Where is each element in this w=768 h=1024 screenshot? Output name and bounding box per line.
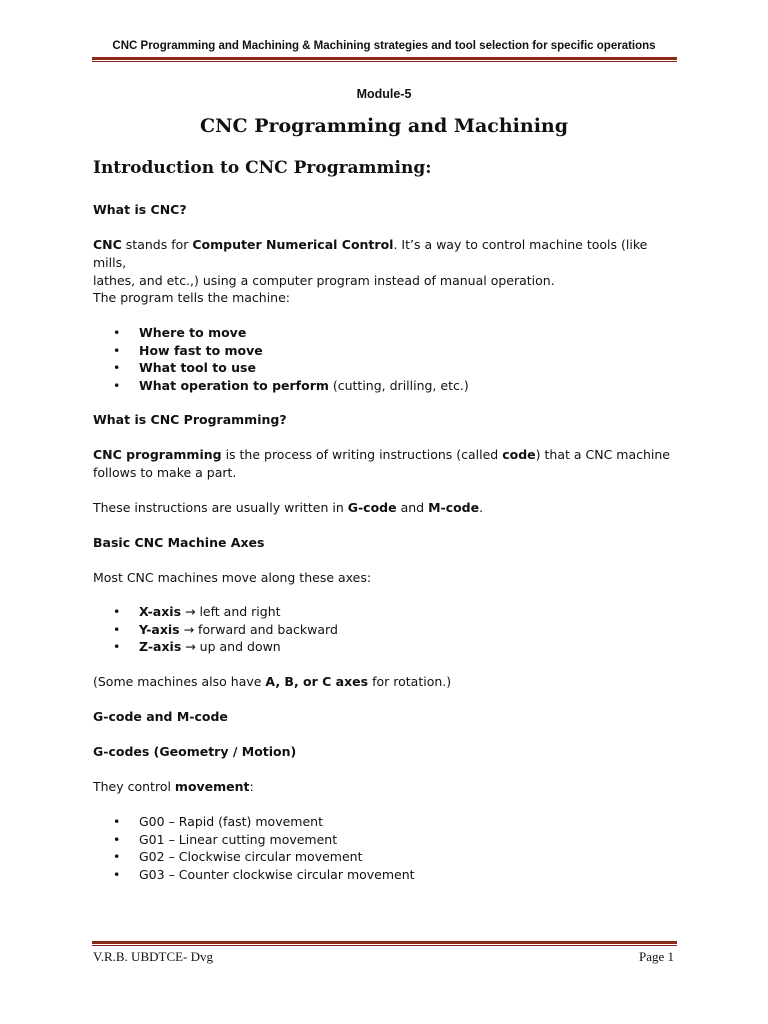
page-title: CNC Programming and Machining [199,115,569,137]
program-tells-paragraph: The program tells the machine: [93,290,290,305]
list-item [93,603,338,621]
bullet-icon: • [113,604,121,619]
page-number: Page 1 [638,949,674,964]
instructions-paragraph [93,499,683,517]
bullet-icon: • [113,360,121,376]
term-g-code: G-code [347,500,397,515]
bullet-text: (cutting, drilling, etc.) [328,377,469,393]
term-code: code [502,447,536,462]
list-item [93,813,415,831]
list-item [93,848,415,866]
bullet-text: → left and right [181,604,281,619]
list-item [93,324,469,342]
term-abc-axes: A, B, or C axes [265,674,369,689]
list-item [93,377,469,395]
bullet-icon: • [113,377,121,393]
bullet-text: → forward and backward [179,621,338,637]
axes-bullet-list [93,603,338,656]
list-item [93,866,415,884]
footer-institution: V.R.B. UBDTCE- Dvg [93,949,214,964]
running-header: CNC Programming and Machining & Machining strategies and tool selection for specific operations [112,40,656,52]
cnc-programming-paragraph [93,446,683,482]
bullet-icon: • [113,866,121,882]
bullet-text: G01 – Linear cutting movement [139,831,338,847]
bullet-bold: What tool to use [139,360,256,376]
bullet-text: → up and down [181,639,281,655]
term-movement: movement [174,779,250,794]
bullet-icon: • [113,831,121,847]
gm-code-heading: G-code and M-code [93,709,228,724]
axes-intro: Most CNC machines move along these axes: [93,570,372,585]
text-run: follows to make a part. [93,465,237,480]
text-run: These instructions are usually written in [93,500,348,515]
bullet-bold: How fast to move [139,342,263,358]
bullet-bold: What operation to perform [139,377,329,393]
text-run: (Some machines also have [93,674,266,689]
list-item [93,342,469,360]
g-codes-subheading: G-codes (Geometry / Motion) [93,744,297,759]
term-computer-numerical-control: Computer Numerical Control [192,237,394,252]
list-item [93,638,338,656]
list-item [93,831,415,849]
what-is-cnc-paragraph [93,236,683,290]
term-cnc-programming: CNC programming [93,447,222,462]
bullet-bold: X-axis [139,604,182,619]
bullet-bold: Z-axis [139,639,182,655]
bullet-icon: • [113,849,121,865]
axes-note [93,673,683,691]
term-cnc: CNC [93,237,122,252]
bullet-icon: • [113,621,121,637]
text-run: They control [93,779,175,794]
text-run: : [249,779,254,794]
bullet-bold: Y-axis [139,621,180,637]
axes-heading: Basic CNC Machine Axes [93,535,265,550]
bullet-icon: • [113,342,121,358]
g-codes-bullet-list [93,813,415,883]
g-codes-intro [93,778,683,796]
text-run: for rotation.) [368,674,452,689]
bullet-bold: Where to move [139,325,247,340]
text-run: . It’s a way to control machine tools (like mills, [93,237,648,270]
text-run: stands for [121,237,193,252]
bullet-text: G00 – Rapid (fast) movement [139,814,323,829]
section-title: Introduction to CNC Programming: [93,158,432,178]
term-m-code: M-code [428,500,480,515]
text-run: is the process of writing instructions (called [221,447,503,462]
header-rule [92,57,677,62]
bullet-text: G02 – Clockwise circular movement [139,849,363,865]
bullet-text: G03 – Counter clockwise circular movement [139,866,415,882]
footer-rule [92,941,677,946]
text-run: . [479,500,484,515]
bullet-icon: • [113,325,121,340]
list-item [93,621,338,639]
program-bullet-list [93,324,469,394]
text-run: lathes, and etc.,) using a computer program instead of manual operation. [93,273,555,288]
what-is-cnc-heading: What is CNC? [93,202,187,217]
text-run: and [396,500,429,515]
module-label: Module-5 [356,87,412,101]
cnc-programming-heading: What is CNC Programming? [93,412,287,427]
bullet-icon: • [113,814,121,829]
text-run: ) that a CNC machine [535,447,670,462]
list-item [93,359,469,377]
bullet-icon: • [113,639,121,655]
